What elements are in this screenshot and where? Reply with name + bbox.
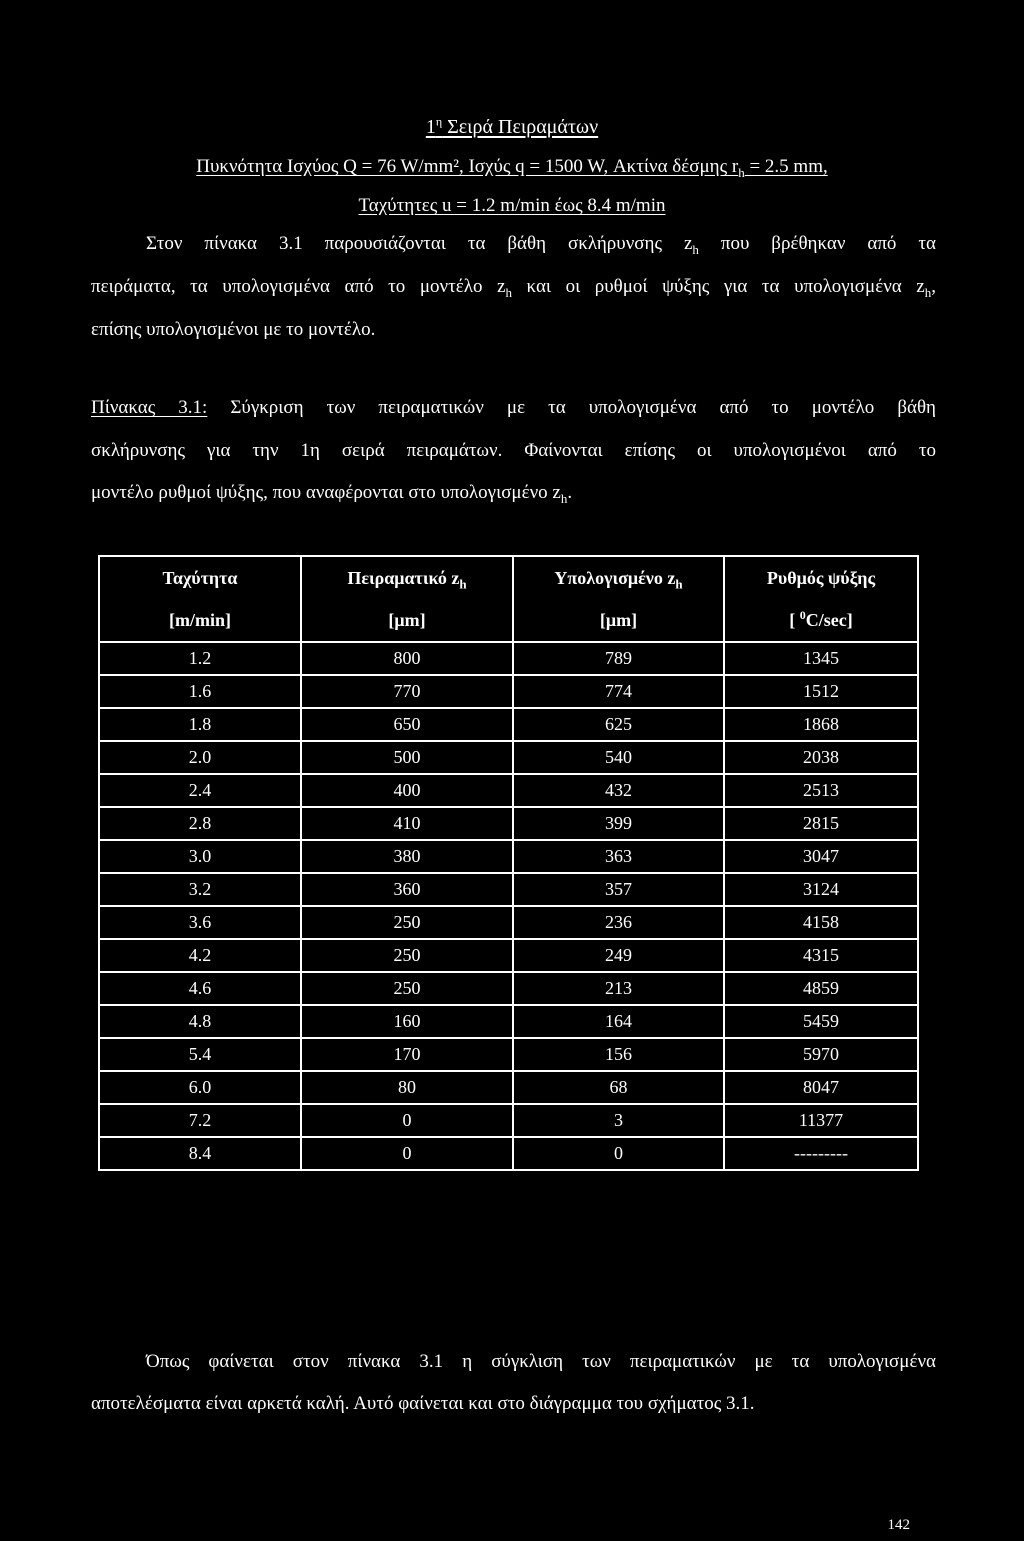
- table-cell: 0: [301, 1137, 513, 1170]
- table-cell: 249: [513, 939, 724, 972]
- table-caption-label: Πίνακας 3.1:: [91, 397, 208, 418]
- table-cell: 1868: [724, 708, 918, 741]
- table-cell: 1.6: [99, 675, 301, 708]
- table-cell: 11377: [724, 1104, 918, 1137]
- table-cell: 250: [301, 939, 513, 972]
- table-caption-line-1: Πίνακας 3.1: Σύγκριση των πειραματικών με τα υπολογισμένα από το μοντέλο βάθη: [91, 397, 936, 418]
- table-row: [99, 1104, 918, 1137]
- table-cell: ---------: [724, 1137, 918, 1170]
- conclusion-line-1: Όπως φαίνεται στον πίνακα 3.1 η σύγκλιση των πειραματικών με τα υπολογισμένα: [146, 1351, 936, 1372]
- table-cell: 625: [513, 708, 724, 741]
- table-cell: 7.2: [99, 1104, 301, 1137]
- page-number: 142: [887, 1517, 910, 1533]
- table-cell: 213: [513, 972, 724, 1005]
- table-cell: 399: [513, 807, 724, 840]
- table-cell: 1512: [724, 675, 918, 708]
- table-cell: 650: [301, 708, 513, 741]
- table-row: [99, 675, 918, 708]
- table-cell: 770: [301, 675, 513, 708]
- table-cell: 160: [301, 1005, 513, 1038]
- table-cell: 400: [301, 774, 513, 807]
- table-cell: 250: [301, 972, 513, 1005]
- table-cell: 3: [513, 1104, 724, 1137]
- table-row: [99, 708, 918, 741]
- table-cell: 5459: [724, 1005, 918, 1038]
- table-row: [99, 1137, 918, 1170]
- table-cell: 6.0: [99, 1071, 301, 1104]
- table-cell: 4315: [724, 939, 918, 972]
- table-cell: 2815: [724, 807, 918, 840]
- table-cell: 540: [513, 741, 724, 774]
- table-cell: 360: [301, 873, 513, 906]
- table-row: [99, 840, 918, 873]
- section-title: $1^\eta$ Σειρά Πειραμάτων: [425, 114, 599, 138]
- table-cell: 363: [513, 840, 724, 873]
- table-cell: 250: [301, 906, 513, 939]
- table-cell: 774: [513, 675, 724, 708]
- table-cell: 156: [513, 1038, 724, 1071]
- table-cell: 3.2: [99, 873, 301, 906]
- table-cell: 4.6: [99, 972, 301, 1005]
- parameters-line-2: Ταχύτητες u = 1.2 m/min έως 8.4 m/min: [358, 195, 666, 216]
- table-cell: 68: [513, 1071, 724, 1104]
- table-cell: 80: [301, 1071, 513, 1104]
- table-cell: 1.2: [99, 642, 301, 675]
- table-cell: 432: [513, 774, 724, 807]
- table-row: [99, 807, 918, 840]
- results-table: [98, 555, 919, 1171]
- table-row: [99, 873, 918, 906]
- header-cooling-rate: Ρυθμός ψύξης [ $^0$C/sec]: [724, 556, 918, 642]
- header-experimental-zh: Πειραματικό $z_h$ [μm]: [301, 556, 513, 642]
- table-cell: 3124: [724, 873, 918, 906]
- table-cell: 800: [301, 642, 513, 675]
- header-speed: Ταχύτητα [m/min]: [99, 556, 301, 642]
- table-cell: 236: [513, 906, 724, 939]
- table-cell: 2.0: [99, 741, 301, 774]
- table-cell: 789: [513, 642, 724, 675]
- table-row: [99, 906, 918, 939]
- table-cell: 4158: [724, 906, 918, 939]
- table-cell: 3.6: [99, 906, 301, 939]
- parameters-line-1: Πυκνότητα Ισχύος Q = 76 W/mm², Ισχύς q = 1500 W, Ακτίνα δέσμης $r_h = 2.5$ mm,: [196, 156, 828, 180]
- table-cell: 0: [301, 1104, 513, 1137]
- table-cell: 5970: [724, 1038, 918, 1071]
- conclusion-line-2: αποτελέσματα είναι αρκετά καλή. Αυτό φαίνεται και στο διάγραμμα του σχήματος 3.1.: [91, 1393, 755, 1414]
- table-cell: 1345: [724, 642, 918, 675]
- table-cell: 4.8: [99, 1005, 301, 1038]
- table-cell: 5.4: [99, 1038, 301, 1071]
- table-cell: 2.4: [99, 774, 301, 807]
- table-cell: 170: [301, 1038, 513, 1071]
- table-cell: 500: [301, 741, 513, 774]
- table-row: [99, 1005, 918, 1038]
- table-cell: 164: [513, 1005, 724, 1038]
- table-cell: 380: [301, 840, 513, 873]
- table-cell: 2513: [724, 774, 918, 807]
- header-calculated-zh: Υπολογισμένο $z_h$ [μm]: [513, 556, 724, 642]
- table-cell: 4.2: [99, 939, 301, 972]
- table-cell: 2.8: [99, 807, 301, 840]
- table-cell: 0: [513, 1137, 724, 1170]
- table-cell: 2038: [724, 741, 918, 774]
- table-row: [99, 939, 918, 972]
- table-cell: 357: [513, 873, 724, 906]
- table-row: [99, 1071, 918, 1104]
- table-cell: 4859: [724, 972, 918, 1005]
- table-header-row: [99, 556, 918, 642]
- table-cell: 410: [301, 807, 513, 840]
- table-row: [99, 1038, 918, 1071]
- table-cell: 1.8: [99, 708, 301, 741]
- table-row: [99, 741, 918, 774]
- table-row: [99, 642, 918, 675]
- intro-line-2: πειράματα, τα υπολογισμένα από το μοντέλο $z_h$ και οι ρυθμοί ψύξης για τα υπολογισμένα $z_h$,: [91, 276, 936, 300]
- intro-line-3: επίσης υπολογισμένοι με το μοντέλο.: [91, 319, 376, 340]
- table-caption-line-2: σκλήρυνσης για την 1η σειρά πειραμάτων. Φαίνονται επίσης οι υπολογισμένοι από το: [91, 440, 936, 461]
- table-caption-line-3: μοντέλο ρυθμοί ψύξης, που αναφέρονται στο υπολογισμένο $z_h$.: [91, 482, 573, 506]
- table-cell: 3.0: [99, 840, 301, 873]
- table-cell: 8047: [724, 1071, 918, 1104]
- intro-line-1: Στον πίνακα 3.1 παρουσιάζονται τα βάθη σκλήρυνσης $z_h$ που βρέθηκαν από τα: [146, 233, 936, 257]
- table-cell: 3047: [724, 840, 918, 873]
- table-cell: 8.4: [99, 1137, 301, 1170]
- table-row: [99, 774, 918, 807]
- table-row: [99, 972, 918, 1005]
